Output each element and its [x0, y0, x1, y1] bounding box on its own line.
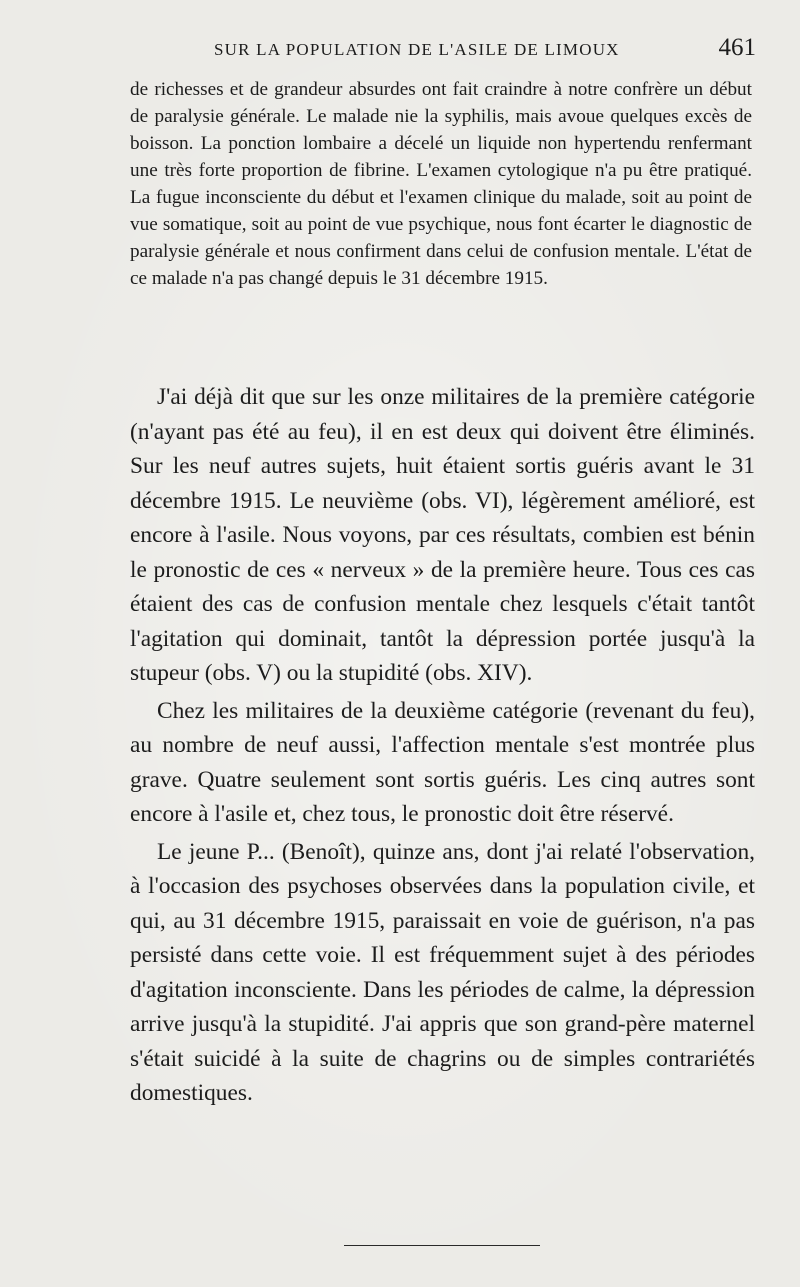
paragraph-young-patient: Le jeune P... (Benoît), quinze ans, dont j'ai relaté l'observation, à l'occasion des psychoses observées dans la population civile, et qui, au 31 décembre 1915, paraissait en voie de guérison, n'a pas persisté dans cette voie. Il est fréquemment sujet à des périodes d'agitation inconsciente. Dans les périodes de calme, la dépression arrive jusqu'à la stupidité. J'ai appris que son grand-père maternel s'était suicidé à la suite de chagrins ou de simples contrariétés domestiques.: [130, 838, 755, 1106]
running-head-title: SUR LA POPULATION DE L'ASILE DE LIMOUX: [214, 40, 620, 59]
paragraph-first-category: J'ai déjà dit que sur les onze militaires de la première catégorie (n'ayant pas été au feu), il en est deux qui doivent être éliminés. Sur les neuf autres sujets, huit étaient sortis guéris avant le 31 décembre 1915. Le neuvième (obs. VI), légèrement amélioré, est encore à l'asile. Nous voyons, par ces résultats, combien est bénin le pronostic de ces « nerveux » de la première heure. Tous ces cas étaient des cas de confusion mentale chez lesquels c'était tantôt l'agitation qui dominait, tantôt la dépression portée jusqu'à la stupeur (obs. V) ou la stupidité (obs. XIV).: [130, 384, 755, 686]
footnote-separator-rule: [344, 1245, 540, 1246]
page-number: 461: [718, 34, 756, 61]
main-text: [130, 380, 755, 1114]
running-head: [130, 34, 756, 64]
notes-paragraph: de richesses et de grandeur absurdes ont fait craindre à notre confrère un début de paralysie générale. Le malade nie la syphilis, mais avoue quelques excès de boisson. La ponction lombaire a décelé un liquide non hypertendu renfermant une très forte proportion de fibrine. L'examen cytologique n'a pu être pratiqué. La fugue inconsciente du début et l'examen clinique du malade, soit au point de vue somatique, soit au point de vue psychique, nous font écarter le diagnostic de paralysie générale et nous confirment dans celui de confusion mentale. L'état de ce malade n'a pas changé depuis le 31 décembre 1915.: [130, 79, 752, 289]
observation-notes: [130, 76, 752, 292]
paragraph-second-category: Chez les militaires de la deuxième catégorie (revenant du feu), au nombre de neuf aussi, l'affection mentale s'est montrée plus grave. Quatre seulement sont sortis guéris. Les cinq autres sont encore à l'asile et, chez tous, le pronostic doit être réservé.: [130, 697, 755, 827]
